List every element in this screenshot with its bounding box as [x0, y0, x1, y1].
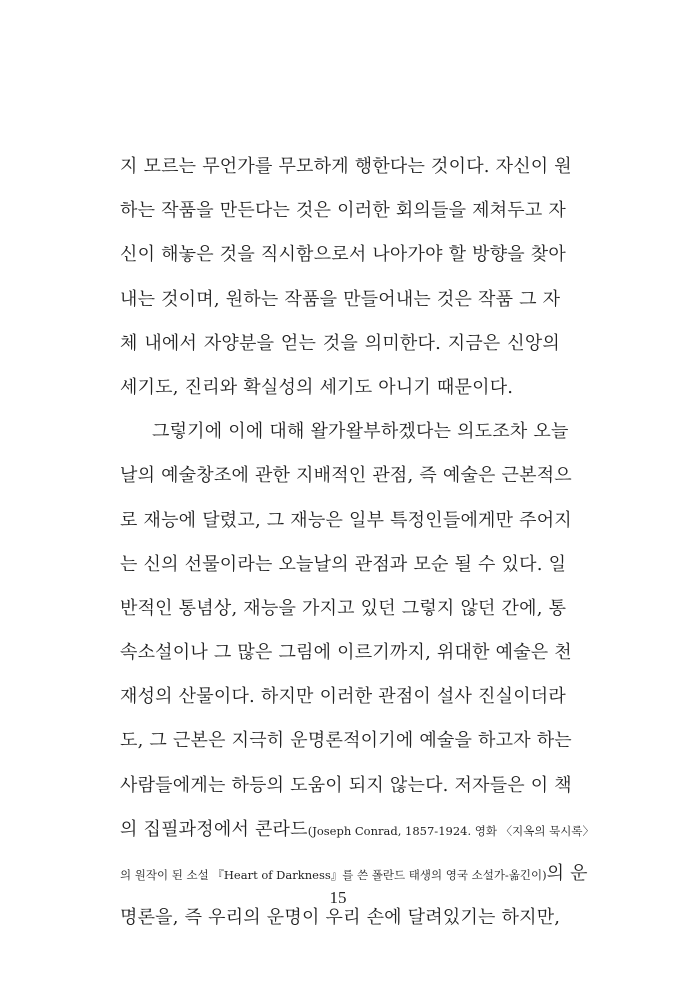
- text-line: 지 모르는 무언가를 무모하게 행한다는 것이다. 자신이 원: [120, 156, 572, 177]
- text-line-with-note: [120, 808, 594, 852]
- text-line: 명론을, 즉 우리의 운명이 우리 손에 달려있기는 하지만,: [120, 907, 561, 929]
- text-line: 날의 예술창조에 관한 지배적인 관점, 즉 예술은 근본적으: [120, 465, 572, 487]
- text-line: 체 내에서 자양분을 얻는 것을 의미한다. 지금은 신앙의: [120, 332, 560, 354]
- text-line: 는 신의 선물이라는 오늘날의 관점과 모순 될 수 있다. 일: [120, 553, 567, 575]
- text-segment: 의 운: [546, 863, 588, 884]
- translator-note: 의 원작이 된 소설 『Heart of Darkness』를 쓴 폴란드 태생의 영국 소설가-옮긴이): [120, 868, 547, 882]
- text-segment: 의 집필과정에서 콘라드: [120, 818, 308, 840]
- body-text: [120, 145, 594, 940]
- text-line: 속소설이나 그 많은 그림에 이르기까지, 위대한 예술은 천: [120, 642, 572, 664]
- translator-note: (Joseph Conrad, 1857-1924. 영화 〈지옥의 묵시록〉: [307, 823, 594, 838]
- text-line: 세기도, 진리와 확실성의 세기도 아니기 때문이다.: [120, 376, 514, 398]
- text-line: 신이 해놓은 것을 직시함으로서 나아가야 할 방향을 찾아: [120, 244, 566, 266]
- text-line: 로 재능에 달렸고, 그 재능은 일부 특정인들에게만 주어지: [120, 509, 572, 531]
- text-line: 재성의 산물이다. 하지만 이러한 관점이 설사 진실이더라: [120, 686, 566, 708]
- text-line: 도, 그 근본은 지극히 운명론적이기에 예술을 하고자 하는: [120, 730, 572, 752]
- text-line: 반적인 통념상, 재능을 가지고 있던 그렇지 않던 간에, 통: [120, 597, 567, 619]
- page-number: 15: [329, 888, 347, 907]
- text-line: 내는 것이며, 원하는 작품을 만들어내는 것은 작품 그 자: [120, 288, 561, 310]
- text-line: 하는 작품을 만든다는 것은 이러한 회의들을 제쳐두고 자: [120, 200, 566, 222]
- text-line: 사람들에게는 하등의 도움이 되지 않는다. 저자들은 이 책: [120, 774, 572, 796]
- text-line: 그렇기에 이에 대해 왈가왈부하겠다는 의도조차 오늘: [152, 421, 569, 443]
